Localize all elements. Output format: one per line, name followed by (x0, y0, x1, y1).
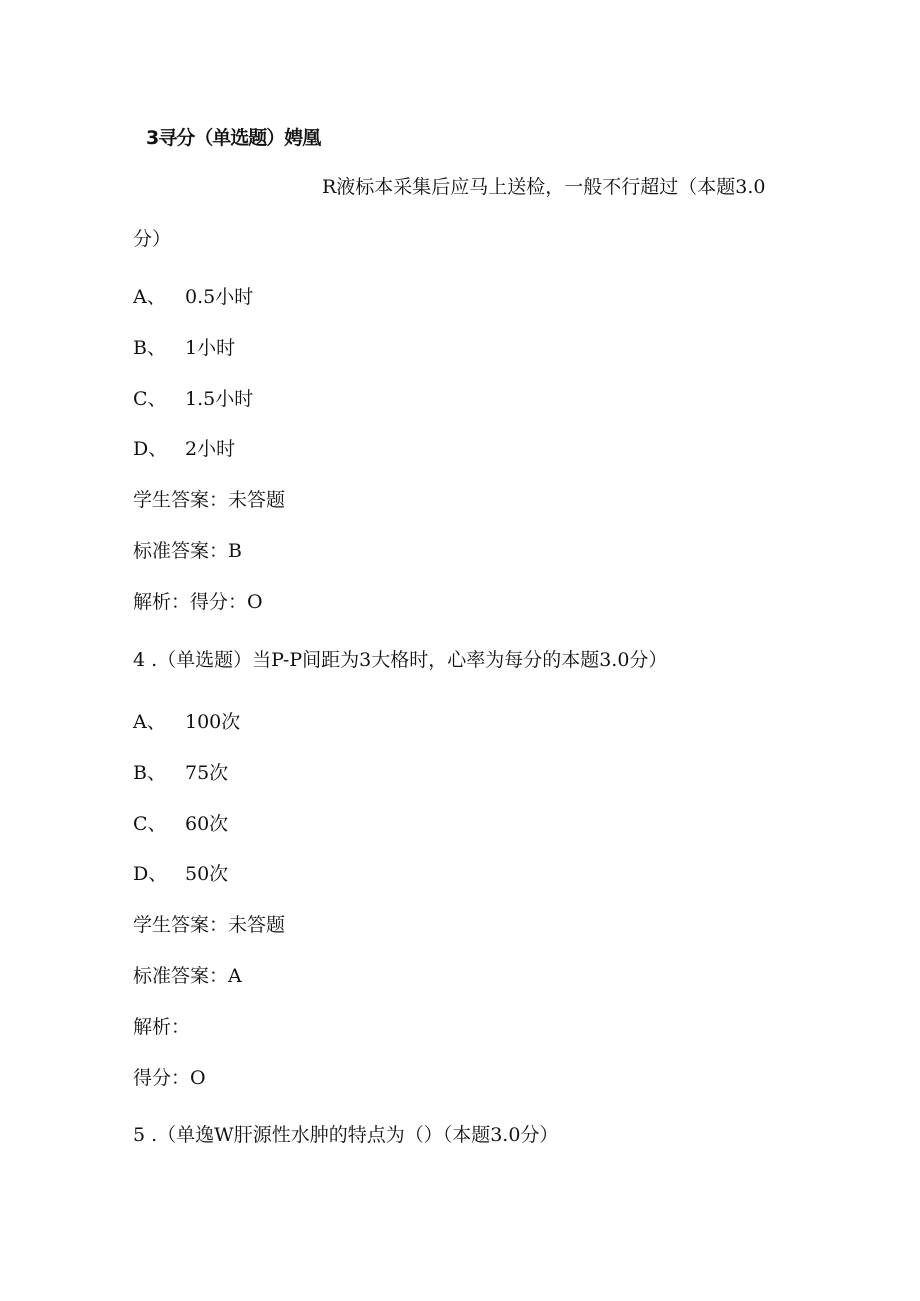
q3-option-d-letter: D、 (133, 438, 168, 460)
q4-analysis: 解析： (133, 1016, 191, 1038)
q3-stem-line2: 分） (133, 228, 172, 250)
q4-heading: 4 .（单选题）当P-P间距为3大格时，心率为每分的本题3.0分） (133, 649, 668, 671)
q3-option-b (133, 336, 235, 360)
q3-standard-answer: 标准答案：B (133, 540, 242, 562)
q4-option-c-text: 60次 (185, 813, 229, 835)
q3-option-a-letter: A、 (133, 286, 166, 308)
q4-option-d-letter: D、 (133, 863, 168, 885)
q4-option-a-text: 100次 (185, 711, 241, 733)
q3-option-d-text: 2小时 (185, 438, 236, 460)
q4-option-a-letter: A、 (133, 711, 166, 733)
q3-option-a-text: 0.5小时 (185, 286, 254, 308)
q4-student-answer: 学生答案：未答题 (133, 914, 286, 936)
q3-stem-line1: R液标本采集后应马上送检，一般不行超过（本题3.0 (322, 176, 766, 198)
q3-option-a (133, 285, 253, 309)
q5-heading: 5 .（单逸W肝源性水肿的特点为（）（本题3.0分） (133, 1124, 559, 1146)
q3-option-c-text: 1.5小时 (185, 388, 254, 410)
q4-option-d (133, 862, 228, 886)
q4-option-c-letter: C、 (133, 813, 167, 835)
q3-option-c-letter: C、 (133, 388, 167, 410)
q3-student-answer: 学生答案：未答题 (133, 489, 286, 511)
q3-header: 3寻分（单选题）娉凰 (146, 127, 321, 149)
q4-score: 得分：O (133, 1067, 206, 1089)
q3-analysis-score: 解析：得分：O (133, 591, 263, 613)
q4-option-b (133, 761, 228, 785)
q3-option-b-text: 1小时 (185, 337, 236, 359)
q3-option-b-letter: B、 (133, 337, 166, 359)
q4-option-b-letter: B、 (133, 762, 166, 784)
q4-option-b-text: 75次 (185, 762, 229, 784)
q3-option-d (133, 437, 235, 461)
q4-standard-answer: 标准答案：A (133, 965, 242, 987)
q4-option-a (133, 710, 240, 734)
q4-option-c (133, 812, 228, 836)
q3-option-c (133, 387, 253, 411)
q4-option-d-text: 50次 (185, 863, 229, 885)
